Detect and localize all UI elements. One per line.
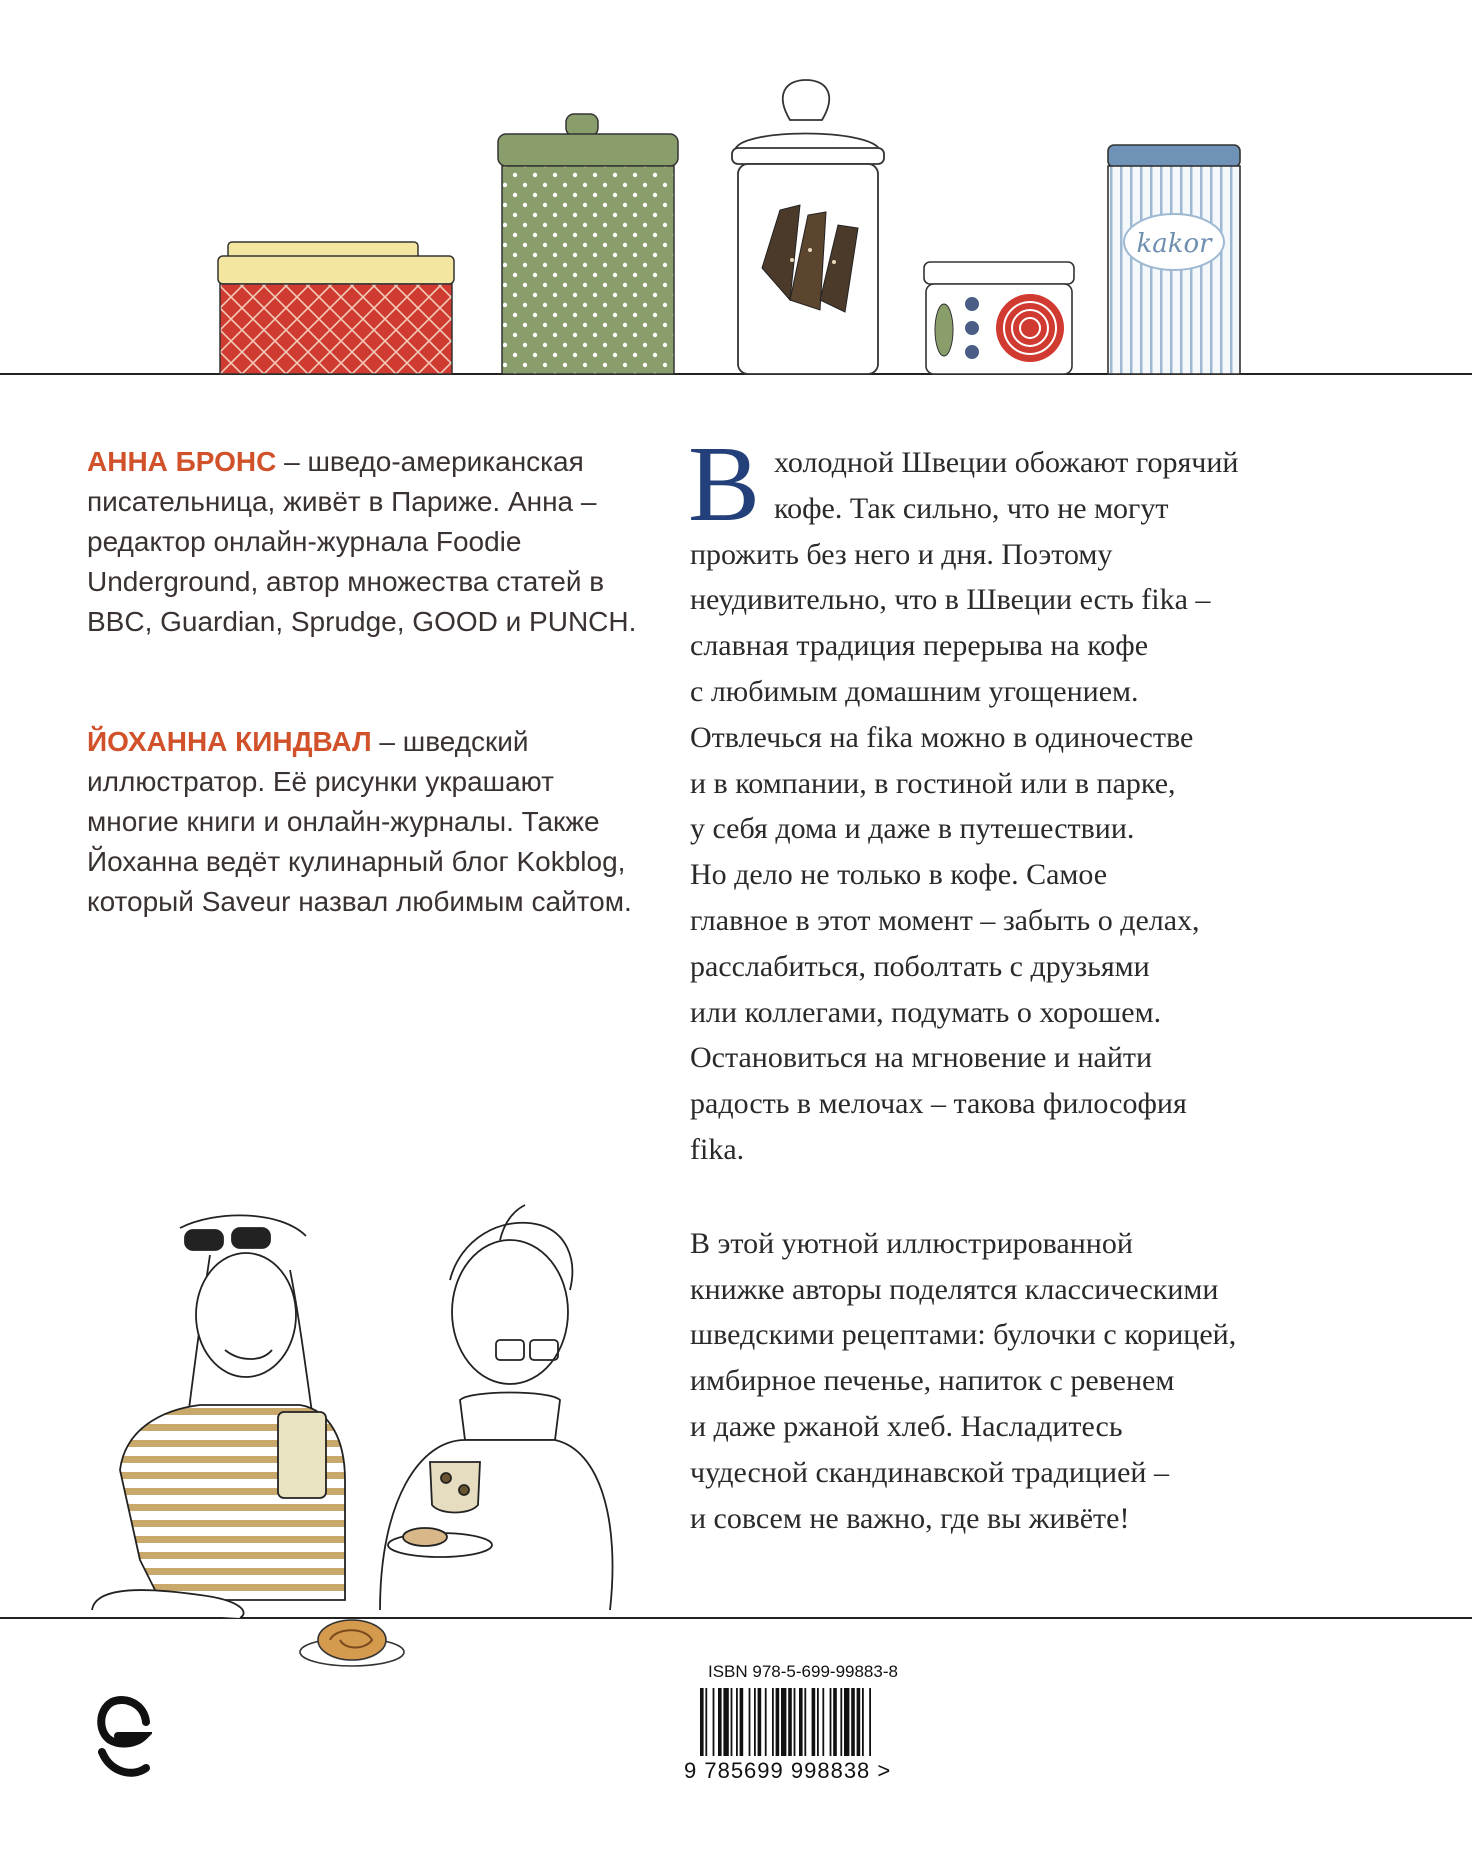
description-line: Остановиться на мгновение и найти <box>690 1041 1153 1075</box>
striped-tin-icon <box>1108 145 1240 374</box>
description-line: Но дело не только в кофе. Самое <box>690 858 1108 892</box>
description-paragraph-2 <box>690 1221 1410 1542</box>
description-line: расслабиться, поболтать с друзьями <box>690 949 1150 983</box>
woman-striped-sweater-icon <box>92 1215 345 1618</box>
description-line: у себя дома и даже в путешествии. <box>690 812 1135 846</box>
illustrator-name: ЙОХАННА КИНДВАЛ <box>87 726 372 757</box>
description-line: славная традиция перерыва на кофе <box>690 629 1149 663</box>
description-line: с любимым домашним угощением. <box>690 674 1139 708</box>
description-line: и даже ржаной хлеб. Насладитесь <box>690 1409 1123 1443</box>
woman-with-glasses-icon <box>380 1205 613 1610</box>
description-line: прожить без него и дня. Поэтому <box>690 537 1113 571</box>
glass-jar-icon <box>732 80 884 374</box>
book-description <box>688 425 1410 1541</box>
tin-label: kakor <box>1136 229 1212 259</box>
description-line: неудивительно, что в Швеции есть fika – <box>690 583 1211 617</box>
description-line: радость в мелочах – такова философия <box>690 1087 1187 1121</box>
description-line: шведскими рецептами: булочки с корицей, <box>690 1318 1237 1352</box>
author-bio-johanna <box>87 722 647 922</box>
description-paragraph-1 <box>688 425 1410 1173</box>
author-name: АННА БРОНС <box>87 446 277 477</box>
description-line: В этой уютной иллюстрированной <box>690 1226 1133 1260</box>
description-line: fika. <box>690 1132 745 1166</box>
description-line: книжке авторы поделятся классическими <box>690 1272 1219 1306</box>
cinnamon-bun-icon <box>300 1620 404 1666</box>
author-description: – шведо-американская писательница, живёт в Париже. Анна – редактор онлайн-журнала Foodie Underground, автор множества статей в BBC, Guardian, Sprudge, GOOD и PUNCH. <box>87 446 637 637</box>
description-line: главное в этот момент – забыть о делах, <box>690 903 1200 937</box>
description-line: имбирное печенье, напиток с ревенем <box>690 1364 1175 1398</box>
barcode-number: 9 785699 998838 > <box>684 1758 892 1783</box>
description-line: и совсем не важно, где вы живёте! <box>690 1501 1130 1535</box>
isbn-label: ISBN 978-5-699-99883-8 <box>708 1662 898 1681</box>
small-jar-icon <box>924 262 1074 374</box>
publisher-logo-icon <box>96 1692 152 1784</box>
red-tin-icon <box>218 242 454 374</box>
description-line: холодной Швеции обожают горячий <box>774 446 1239 479</box>
barcode-icon <box>700 1688 930 1758</box>
illustrator-description: – шведский иллюстратор. Её рисунки украшают многие книги и онлайн-журналы. Также Йоханна ведёт кулинарный блог Kokblog, который Saveur назвал любимым сайтом. <box>87 726 632 917</box>
green-tin-icon <box>498 114 678 374</box>
description-line: или коллегами, подумать о хорошем. <box>690 995 1162 1029</box>
description-line: Отвлечься на fika можно в одиночестве <box>690 720 1194 754</box>
author-bio-anna <box>87 442 647 642</box>
description-line: и в компании, в гостиной или в парке, <box>690 766 1176 800</box>
description-line: чудесной скандинавской традицией – <box>690 1455 1169 1489</box>
description-line: кофе. Так сильно, что не могут <box>774 491 1169 525</box>
drop-cap: В <box>688 425 761 544</box>
